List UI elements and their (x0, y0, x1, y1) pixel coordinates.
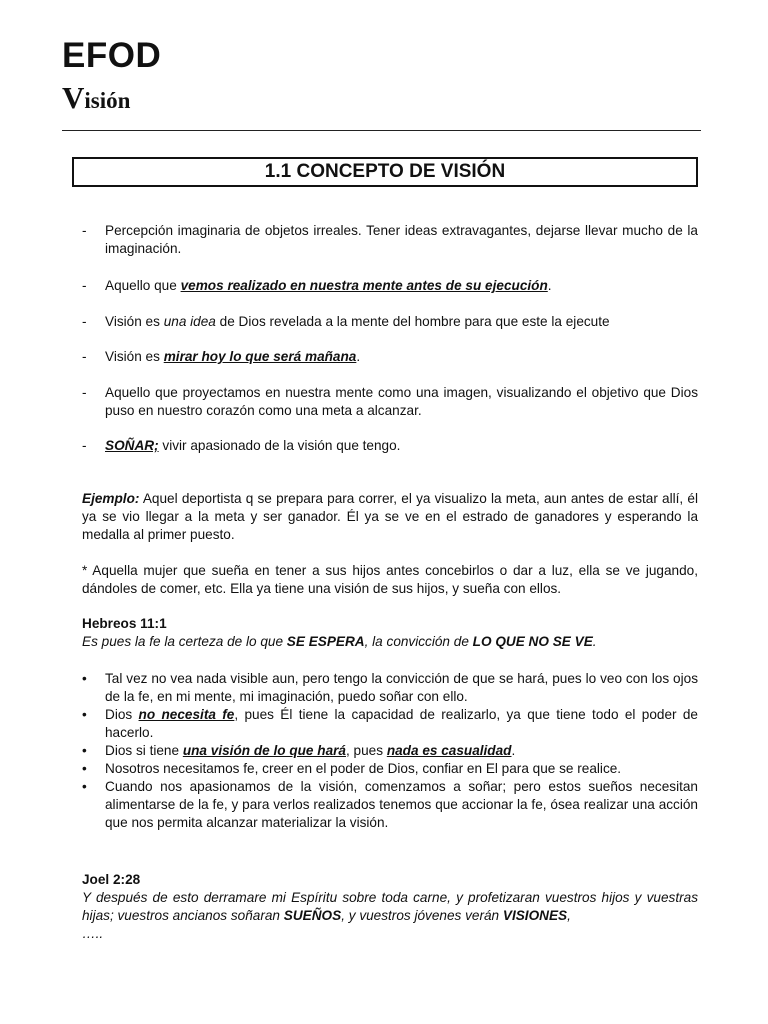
hebrews-quote: Es pues la fe la certeza de lo que SE ESPERA, la convicción de LO QUE NO SE VE. (82, 634, 597, 649)
section-title: 1.1 CONCEPTO DE VISIÓN (72, 157, 698, 187)
definition-item: - Visión es mirar hoy lo que será mañana. (82, 349, 361, 364)
definition-item: - Percepción imaginaria de objetos irreales. Tener ideas extravagantes, dejarse llevar mucho de la imaginación. (82, 223, 698, 256)
definition-item: - Visión es una idea de Dios revelada a la mente del hombre para que este la ejecute (82, 314, 610, 329)
example-paragraph: Ejemplo: Aquel deportista q se prepara para correr, el ya visualizo la meta, aun antes de estar allí, él ya se vio llegar a la meta y ser ganador. Él ya se ve en el estrado de ganadores y esperando la medalla al primer puesto. (82, 491, 698, 542)
joel-quote: Y después de esto derramare mi Espíritu sobre toda carne, y profetizaran vuestros hijos y vuestras hijas; vuestros ancianos soñaran SUEÑOS, y vuestros jóvenes verán VISIONES, ….. (82, 890, 698, 941)
list-item: • Dios no necesita fe, pues Él tiene la capacidad de realizarlo, ya que tiene todo el poder de hacerlo. (82, 707, 698, 740)
definition-item: - Aquello que vemos realizado en nuestra mente antes de su ejecución. (82, 278, 552, 293)
definition-item: - SOÑAR; vivir apasionado de la visión que tengo. (82, 438, 401, 453)
header-divider (62, 130, 701, 131)
joel-reference: Joel 2:28 (82, 872, 141, 887)
bullet-list (82, 670, 698, 832)
list-item: • Tal vez no vea nada visible aun, pero tengo la convicción de que se hará, pues lo veo con los ojos de la fe, en mi mente, mi imaginación, puedo soñar con ello. (82, 671, 698, 704)
subtitle-rest: isión (84, 88, 131, 113)
hebrews-reference: Hebreos 11:1 (82, 616, 167, 631)
list-item: • Cuando nos apasionamos de la visión, comenzamos a soñar; pero estos sueños necesitan alimentarse de la fe, y para verlos realizados tenemos que accionar la fe, ósea realizar una acción que nos permita alcanzar materializar la visión. (82, 779, 698, 830)
list-item: • Dios si tiene una visión de lo que hará, pues nada es casualidad. (82, 743, 516, 758)
page-subtitle (62, 80, 130, 116)
subtitle-initial: V (62, 80, 85, 115)
list-item: • Nosotros necesitamos fe, creer en el poder de Dios, confiar en El para que se realice. (82, 761, 622, 776)
example2-paragraph: * Aquella mujer que sueña en tener a sus hijos antes concebirlos o dar a luz, ella se ve jugando, dándoles de comer, etc. Ella ya tiene una visión de sus hijos, y sueña con ellos. (82, 563, 698, 596)
brand-title: EFOD (62, 36, 162, 75)
definition-item: - Aquello que proyectamos en nuestra mente como una imagen, visualizando el objetivo que Dios puso en nuestro corazón como una meta a alcanzar. (82, 385, 698, 418)
